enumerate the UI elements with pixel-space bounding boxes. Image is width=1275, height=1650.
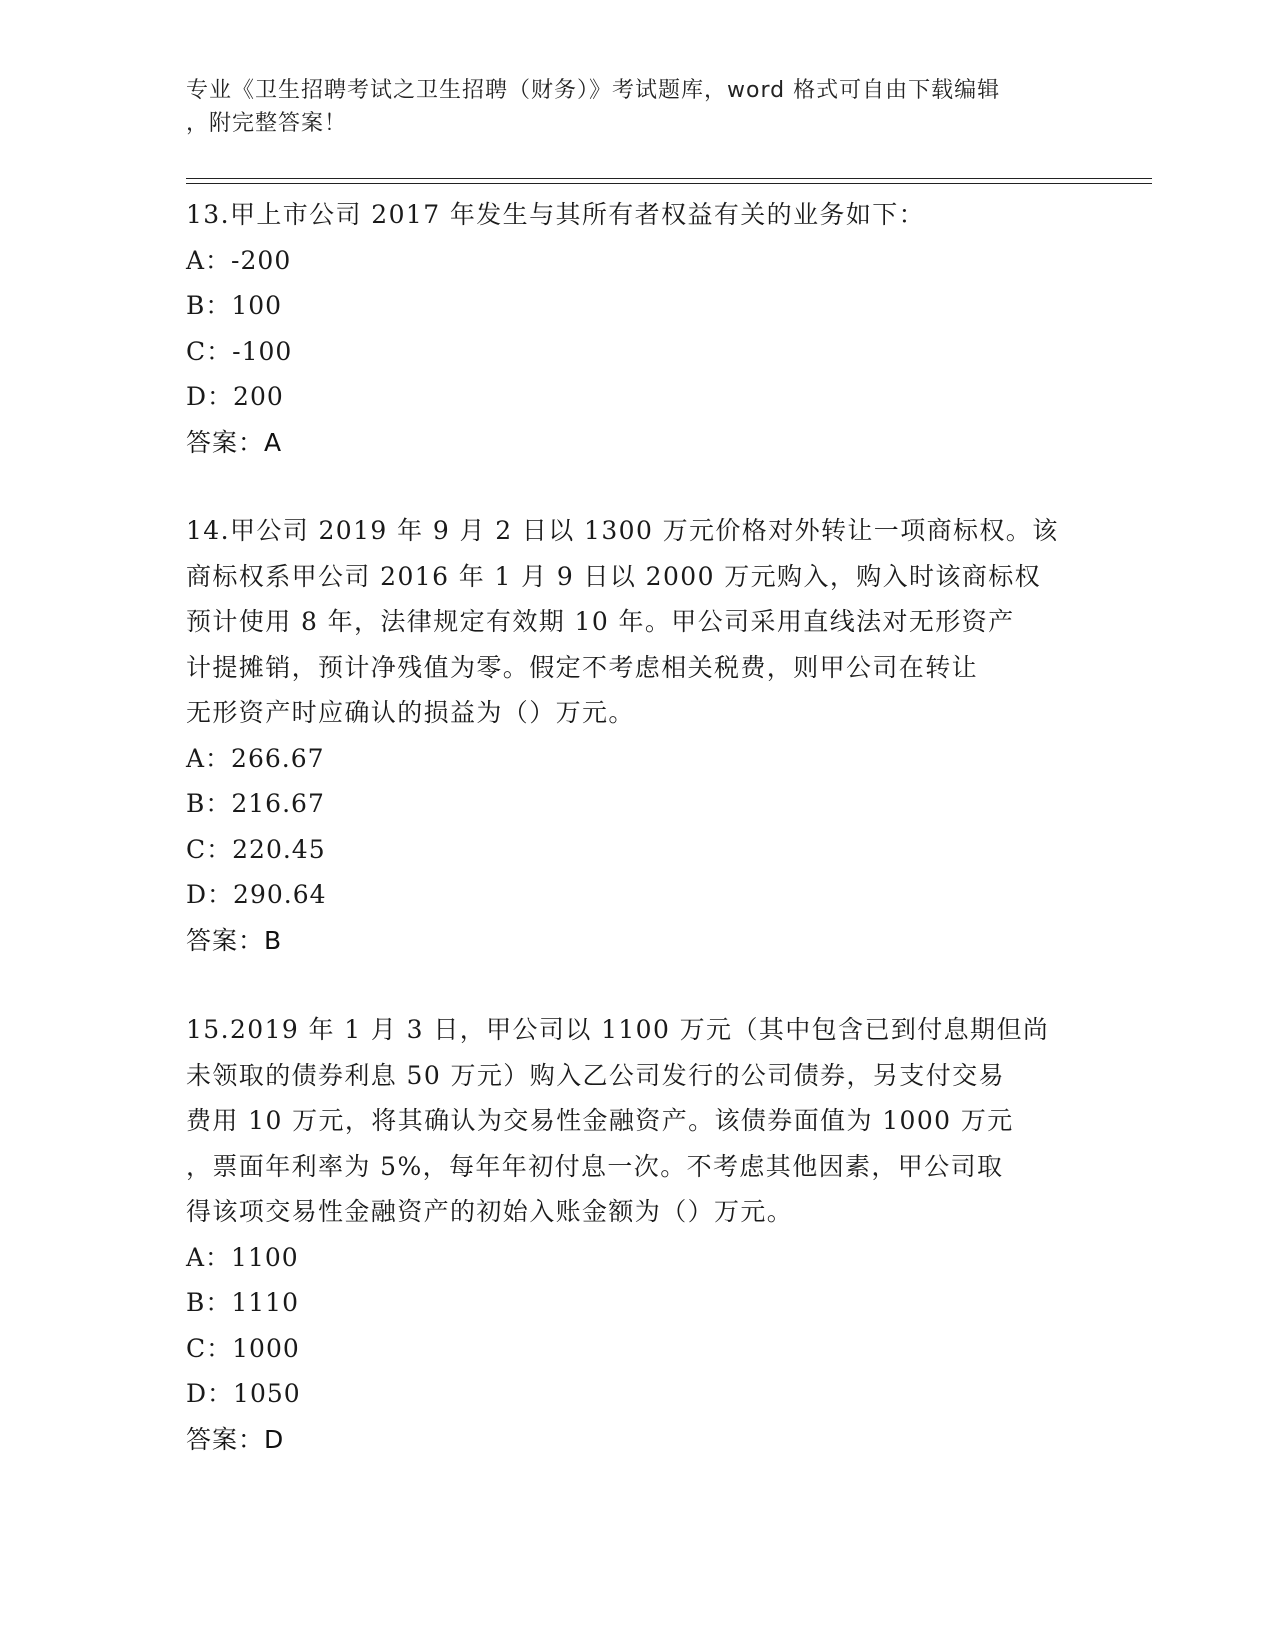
option-c: C：-100 [186, 336, 293, 366]
header-divider-bottom [186, 183, 1152, 184]
document-header [186, 74, 1066, 140]
question-stem-line: 无形资产时应确认的损益为（）万元。 [186, 698, 635, 727]
option-a: A：266.67 [186, 743, 325, 773]
question-stem-line: 得该项交易性金融资产的初始入账金额为（）万元。 [186, 1197, 794, 1226]
question-15 [186, 1007, 1086, 1462]
option-a: A：-200 [186, 245, 292, 275]
question-stem-line: 预计使用 8 年，法律规定有效期 10 年。甲公司采用直线法对无形资产 [186, 607, 1015, 636]
question-stem-line: 未领取的债券利息 50 万元）购入乙公司发行的公司债券，另支付交易 [186, 1060, 1005, 1090]
answer-line: 答案：A [186, 427, 283, 457]
option-c: C：220.45 [186, 834, 326, 864]
header-divider-top [186, 178, 1152, 179]
question-stem-line: ，票面年利率为 5%，每年年初付息一次。不考虑其他因素，甲公司取 [186, 1151, 1004, 1181]
question-14 [186, 508, 1086, 963]
answer-line: 答案：B [186, 925, 283, 955]
option-a: A：1100 [186, 1242, 299, 1272]
option-d: D：200 [186, 382, 284, 411]
option-b: B：1110 [186, 1288, 299, 1317]
question-stem-line: 13.甲上市公司 2017 年发生与其所有者权益有关的业务如下： [186, 200, 926, 229]
option-d: D：290.64 [186, 880, 327, 909]
option-c: C：1000 [186, 1333, 300, 1363]
question-13 [186, 192, 1086, 465]
option-d: D：1050 [186, 1379, 301, 1408]
header-line: 专业《卫生招聘考试之卫生招聘（财务）》考试题库，word 格式可自由下载编辑 [186, 78, 1001, 103]
question-stem-line: 15.2019 年 1 月 3 日，甲公司以 1100 万元（其中包含已到付息期但尚 [186, 1015, 1050, 1044]
question-stem-line: 14.甲公司 2019 年 9 月 2 日以 1300 万元价格对外转让一项商标权。该 [186, 516, 1059, 545]
option-b: B：216.67 [186, 789, 325, 818]
answer-line: 答案：D [186, 1424, 285, 1454]
header-line: ，附完整答案！ [186, 111, 348, 136]
question-stem-line: 商标权系甲公司 2016 年 1 月 9 日以 2000 万元购入，购入时该商标权 [186, 561, 1042, 591]
question-stem-line: 费用 10 万元，将其确认为交易性金融资产。该债券面值为 1000 万元 [186, 1106, 1014, 1135]
option-b: B：100 [186, 291, 283, 320]
question-stem-line: 计提摊销，预计净残值为零。假定不考虑相关税费，则甲公司在转让 [186, 652, 979, 682]
